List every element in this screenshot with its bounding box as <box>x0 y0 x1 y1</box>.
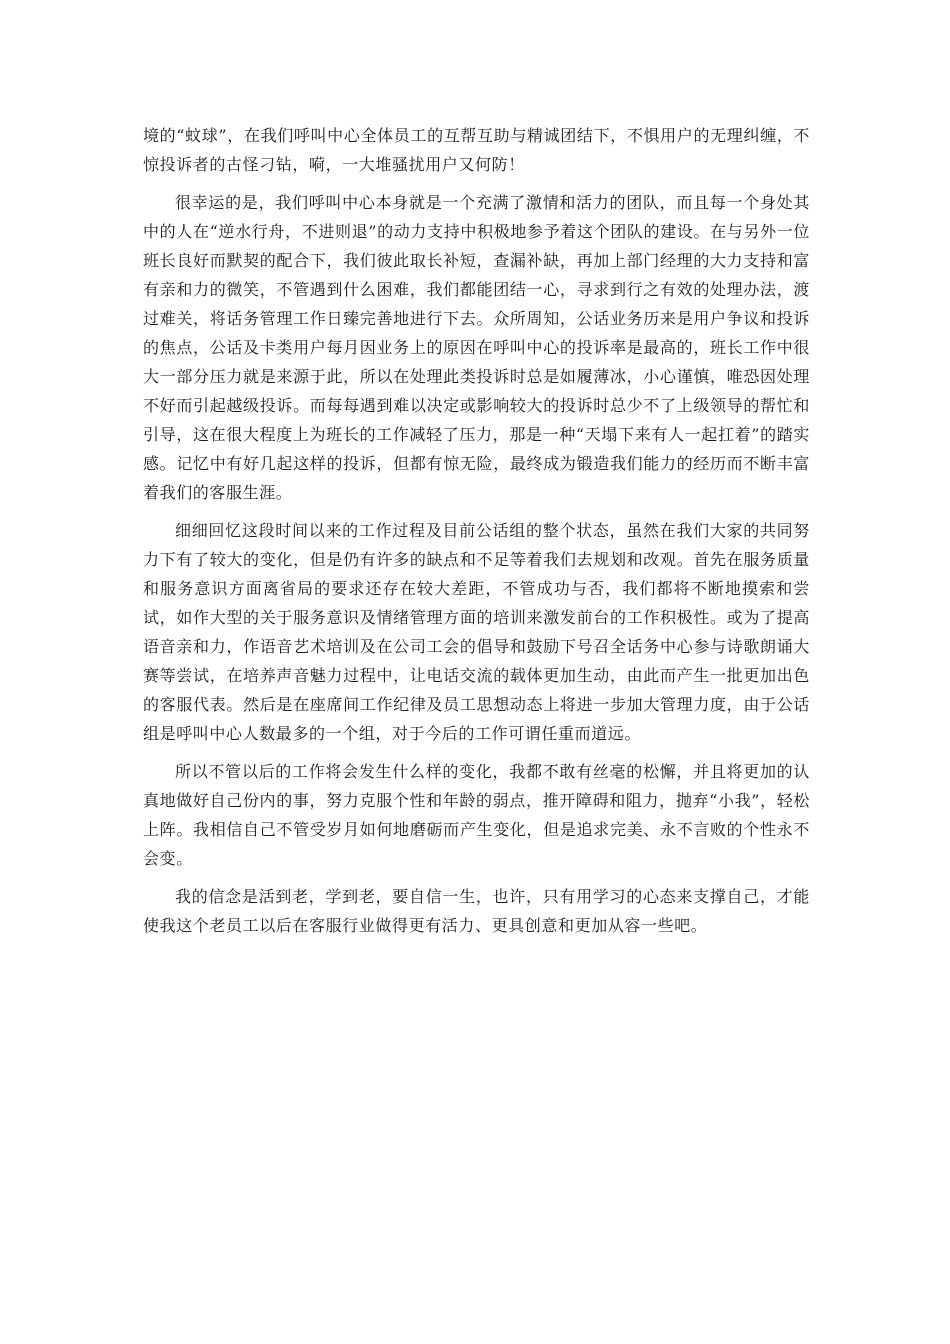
paragraph-4: 所以不管以后的工作将会发生什么样的变化，我都不敢有丝毫的松懈，并且将更加的认真地做好自己份内的事，努力克服个性和年龄的弱点，推开障碍和阻力，抛弃“小我”，轻松上阵。我相信自己不管受岁月如何地磨砺而产生变化，但是追求完美、永不言败的个性永不会变。 <box>143 762 810 868</box>
paragraph-5: 我的信念是活到老，学到老，要自信一生，也许，只有用学习的心态来支撑自己，才能使我这个老员工以后在客服行业做得更有活力、更具创意和更加从容一些吧。 <box>143 887 810 935</box>
paragraph-1: 境的“蚊球”，在我们呼叫中心全体员工的互帮互助与精诚团结下，不惧用户的无理纠缠，不惊投诉者的古怪刁钻，嗬，一大堆骚扰用户又何防！ <box>143 126 810 174</box>
document-body <box>143 121 810 949</box>
paragraph-3: 细细回忆这段时间以来的工作过程及目前公话组的整个状态，虽然在我们大家的共同努力下有了较大的变化，但是仍有许多的缺点和不足等着我们去规划和改观。首先在服务质量和服务意识方面离省局的要求还存在较大差距，不管成功与否，我们都将不断地摸索和尝试，如作大型的关于服务意识及情绪管理方面的培训来激发前台的工作积极性。或为了提高语音亲和力，作语音艺术培训及在公司工会的倡导和鼓励下号召全话务中心参与诗歌朗诵大赛等尝试，在培养声音魅力过程中，让电话交流的载体更加生动，由此而产生一批更加出色的客服代表。然后是在座席间工作纪律及员工思想动态上将进一步加大管理力度，由于公话组是呼叫中心人数最多的一个组，对于今后的工作可谓任重而道远。 <box>143 521 810 743</box>
paragraph-2: 很幸运的是，我们呼叫中心本身就是一个充满了激情和活力的团队，而且每一个身处其中的人在“逆水行舟，不进则退”的动力支持中积极地参予着这个团队的建设。在与另外一位班长良好而默契的配合下，我们彼此取长补短，查漏补缺，再加上部门经理的大力支持和富有亲和力的微笑，不管遇到什么困难，我们都能团结一心，寻求到行之有效的处理办法，渡过难关，将话务管理工作日臻完善地进行下去。众所周知，公话业务历来是用户争议和投诉的焦点，公话及卡类用户每月因业务上的原因在呼叫中心的投诉率是最高的，班长工作中很大一部分压力就是来源于此，所以在处理此类投诉时总是如履薄冰，小心谨慎，唯恐因处理不好而引起越级投诉。而每每遇到难以决定或影响较大的投诉时总少不了上级领导的帮忙和引导，这在很大程度上为班长的工作减轻了压力，那是一种“天塌下来有人一起扛着”的踏实感。记忆中有好几起这样的投诉，但都有惊无险，最终成为锻造我们能力的经历而不断丰富着我们的客服生涯。 <box>143 193 810 502</box>
